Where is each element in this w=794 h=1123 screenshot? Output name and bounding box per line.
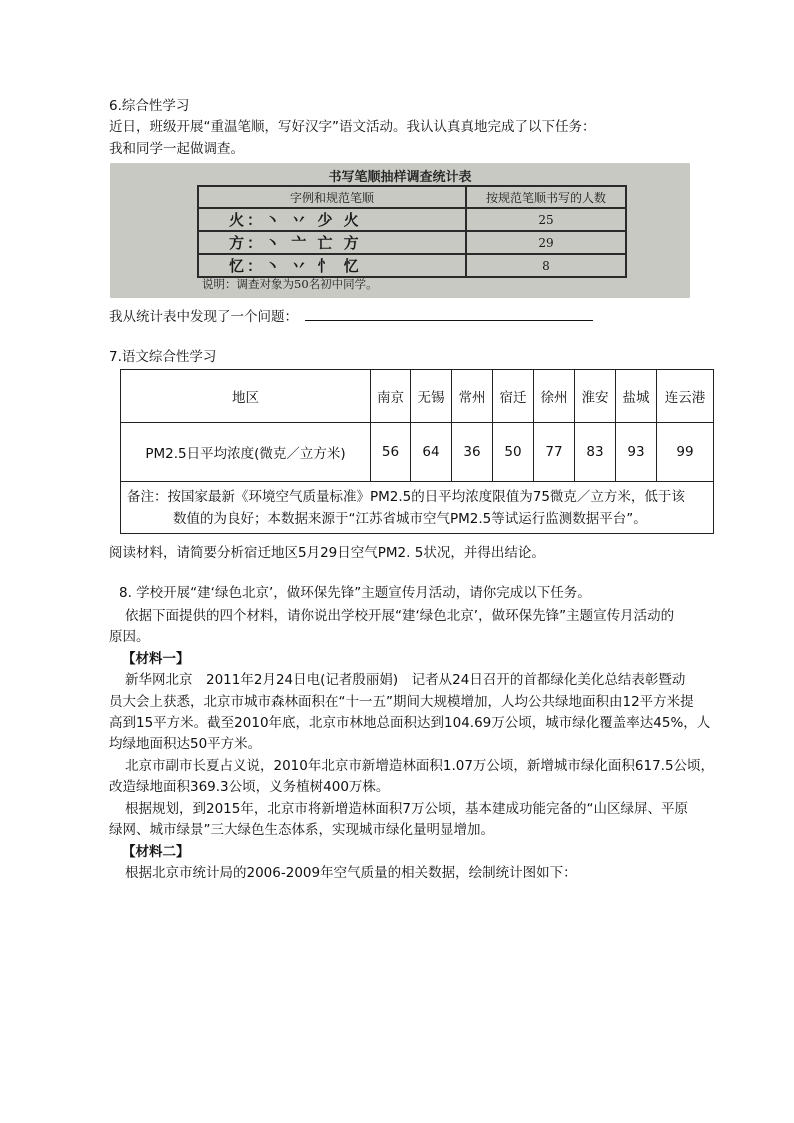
material1-p1-l1: 新华网北京 2011年2月24日电(记者殷丽娟) 记者从24日召开的首都绿化美化总结表彰暨动 xyxy=(125,672,686,688)
survey-row-chars: 方：丶 亠 亡 方 xyxy=(198,231,466,254)
city-header: 宿迁 xyxy=(493,370,534,423)
survey-row-count: 25 xyxy=(466,208,626,231)
city-header: 徐州 xyxy=(534,370,575,423)
material1-p2-l1: 北京市副市长夏占义说，2010年北京市新增造林面积1.07万公顷，新增城市绿化面积617.5公顷， xyxy=(125,758,715,774)
material1-p2-l2: 改造绿地面积369.3公顷，义务植树400万株。 xyxy=(109,779,390,795)
pm-label: PM2.5日平均浓度(微克／立方米) xyxy=(121,423,371,482)
city-header: 无锡 xyxy=(411,370,452,423)
city-header: 南京 xyxy=(371,370,411,423)
pm-value: 36 xyxy=(452,423,493,482)
survey-table xyxy=(197,185,627,278)
q6-prompt: 我从统计表中发现了一个问题： xyxy=(109,309,298,325)
city-header: 常州 xyxy=(452,370,493,423)
table-row xyxy=(198,208,626,231)
city-header: 连云港 xyxy=(657,370,714,423)
material1-p1-l4: 均绿地面积达50平方米。 xyxy=(109,736,262,752)
table-row xyxy=(121,482,714,534)
q7-heading: 7.语文综合性学习 xyxy=(109,349,217,365)
survey-col-count-header: 按规范笔顺书写的人数 xyxy=(466,186,626,208)
survey-note: 说明：调查对象为50名初中同学。 xyxy=(202,277,378,291)
material2-p1: 根据北京市统计局的2006-2009年空气质量的相关数据，绘制统计图如下： xyxy=(125,865,577,881)
material1-p1-l2: 员大会上获悉，北京市城市森林面积在“十一五”期间大规模增加，人均公共绿地面积由12平方米提 xyxy=(109,694,694,710)
material2-label: 【材料二】 xyxy=(122,844,190,860)
pm-note-line2: 数值的为良好；本数据来源于“江苏省城市空气PM2.5等试运行监测数据平台”。 xyxy=(173,510,647,527)
pm-value: 99 xyxy=(657,423,714,482)
q6-intro: 近日，班级开展“重温笔顺，写好汉字”语文活动。我认认真真地完成了以下任务： xyxy=(109,119,596,135)
region-header: 地区 xyxy=(121,370,371,423)
table-row xyxy=(121,370,714,423)
material1-p3-l2: 绿网、城市绿景”三大绿色生态体系，实现城市绿化量明显增加。 xyxy=(109,822,494,838)
table-row xyxy=(198,254,626,277)
pm-table-note xyxy=(121,482,714,534)
city-header: 盐城 xyxy=(616,370,657,423)
survey-table-photo xyxy=(110,163,690,298)
pm-note-line1: 备注：按国家最新《环境空气质量标准》PM2.5的日平均浓度限值为75微克／立方米，低于该 xyxy=(127,488,685,505)
material1-p3-l1: 根据规划，到2015年，北京市将新增造林面积7万公顷，基本建成功能完备的“山区绿屏、平原 xyxy=(125,801,688,817)
survey-table-title: 书写笔顺抽样调查统计表 xyxy=(328,170,472,185)
pm-value: 50 xyxy=(493,423,534,482)
pm-value: 77 xyxy=(534,423,575,482)
material1-label: 【材料一】 xyxy=(122,651,190,667)
table-row xyxy=(121,423,714,482)
answer-blank-line[interactable] xyxy=(305,320,593,321)
pm-value: 64 xyxy=(411,423,452,482)
survey-row-count: 29 xyxy=(466,231,626,254)
q8-task-line2: 原因。 xyxy=(109,629,150,645)
survey-row-count: 8 xyxy=(466,254,626,277)
survey-row-chars: 火：丶 丷 少 火 xyxy=(198,208,466,231)
pm-value: 56 xyxy=(371,423,411,482)
survey-row-chars: 忆：丶 丷 忄 忆 xyxy=(198,254,466,277)
pm-value: 83 xyxy=(575,423,616,482)
pm-value: 93 xyxy=(616,423,657,482)
city-header: 淮安 xyxy=(575,370,616,423)
material1-p1-l3: 高到15平方米。截至2010年底，北京市林地总面积达到104.69万公顷，城市绿化覆盖率达45%，人 xyxy=(109,715,711,731)
q6-heading: 6.综合性学习 xyxy=(109,98,190,114)
table-row xyxy=(198,231,626,254)
pm25-table xyxy=(120,369,714,534)
q7-question: 阅读材料，请简要分析宿迁地区5月29日空气PM2. 5状况，并得出结论。 xyxy=(109,545,545,561)
q6-task: 我和同学一起做调查。 xyxy=(109,141,244,157)
survey-col-chars-header: 字例和规范笔顺 xyxy=(198,186,466,208)
q8-heading: 8. 学校开展“建‘绿色北京’，做环保先锋”主题宣传月活动，请你完成以下任务。 xyxy=(119,585,591,601)
q8-task-line1: 依据下面提供的四个材料，请你说出学校开展“建‘绿色北京’，做环保先锋”主题宣传月活动的 xyxy=(125,608,675,624)
